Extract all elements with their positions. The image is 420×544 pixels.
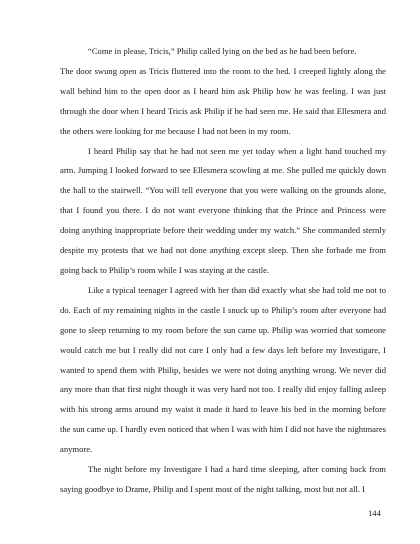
paragraph: The door swung open as Tricis fluttered into the room to the bed. I creeped lightly along the wall behind him to the open door as I heard him ask Philip how he was feeling. I was just through the door when I heard Tricis ask Philip if he had seen me. He said that Ellesmera and the others were looking for me because I had not been in my room. [60,65,386,136]
paragraph: The night before my Investigare I had a hard time sleeping, after coming back from saying goodbye to Drame, Philip and I spent most of the night talking, most but not all. I [60,464,386,494]
paragraph: I heard Philip say that he had not seen me yet today when a light hand touched my arm. Jumping I looked forward to see Ellesmera scowling at me. She pulled me quickly down the hall to the stairwell. “You will tell everyone that you were walking on the grounds alone, that I found you there. I do not want everyone thinking that the Prince and Princess were doing anything inappropriate before their wedding under my watch.” She commanded sternly despite my protests that we had not done anything except sleep. Then she forbade me from going back to Philip’s room while I was staying at the castle. [60,145,386,275]
page-number: 144 [368,508,381,518]
body-text [60,42,386,500]
paragraph: “Come in please, Tricis,” Philip called lying on the bed as he had been before. [88,46,357,56]
paragraph: Like a typical teenager I agreed with her than did exactly what she had told me not to do. Each of my remaining nights in the castle I snuck up to Philip’s room after everyone had gone to sleep returning to my room before the sun came up. Philip was worried that someone would catch me but I really did not care I only had a few days left before my Investigare, I wanted to spend them with Philip, besides we were not doing anything wrong. We never did any more than that first night though it was very hard not too. I really did enjoy falling asleep with his strong arms around my waist it made it hard to leave his bed in the morning before the sun came up. I hardly even noticed that when I was with him I did not have the nightmares anymore. [60,284,386,455]
